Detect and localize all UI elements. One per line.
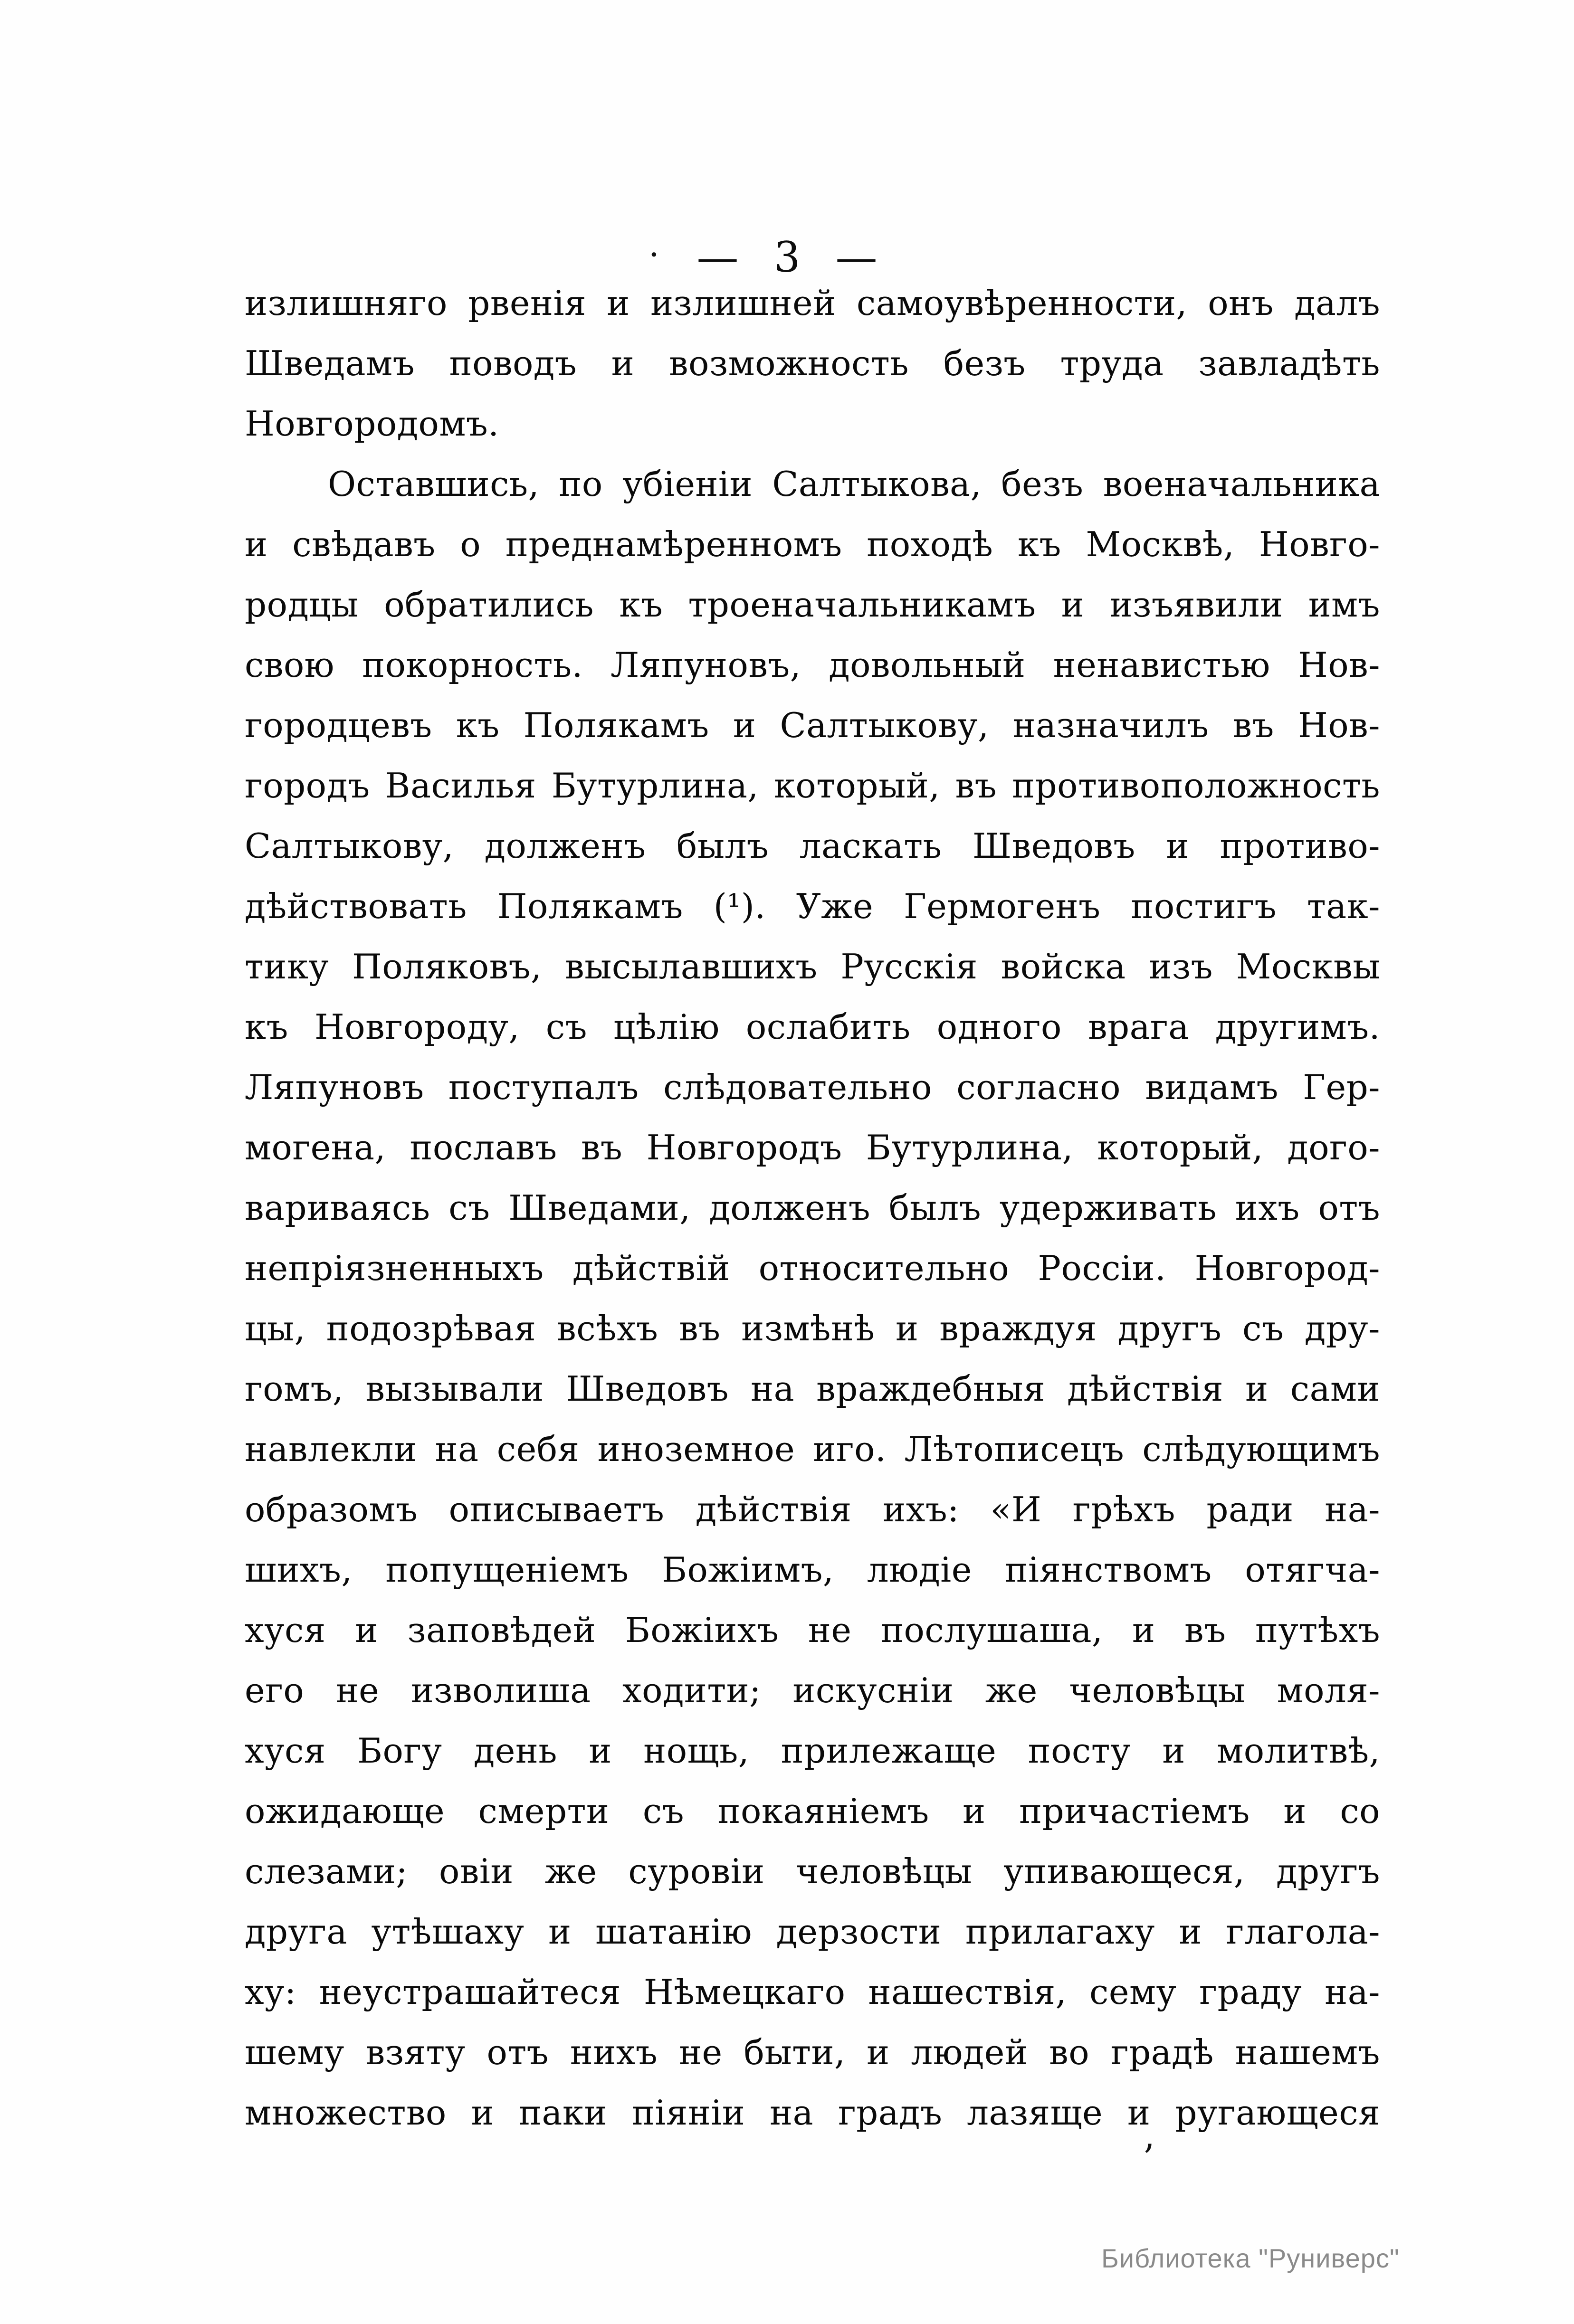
scan-artifact-dot: · <box>649 235 659 275</box>
text-line: цы, подозрѣвая всѣхъ въ измѣнѣ и враждуя другъ съ дру- <box>245 1309 1380 1348</box>
text-line: тику Поляковъ, высылавшихъ Русскія войска изъ Москвы <box>245 947 1380 987</box>
text-line: навлекли на себя иноземное иго. Лѣтописецъ слѣдующимъ <box>245 1429 1380 1469</box>
text-line: Ляпуновъ поступалъ слѣдовательно согласно видамъ Гер- <box>245 1067 1380 1107</box>
text-line: городъ Василья Бутурлина, который, въ противоположность <box>245 766 1380 806</box>
text-line: его не изволиша ходити; искусніи же человѣцы моля- <box>245 1670 1380 1710</box>
text-line: образомъ описываетъ дѣйствія ихъ: «И грѣхъ ради на- <box>245 1489 1380 1529</box>
text-line: множество и паки піяніи на градъ лазяще и ругающеся <box>245 2093 1380 2133</box>
text-line: къ Новгороду, съ цѣлію ослабить одного врага другимъ. <box>245 1007 1380 1047</box>
text-line: гомъ, вызывали Шведовъ на враждебныя дѣйствія и сами <box>245 1369 1380 1409</box>
text-line: непріязненныхъ дѣйствій относительно Россіи. Новгород- <box>245 1248 1380 1288</box>
library-watermark: Библиотека "Руниверс" <box>1101 2243 1400 2273</box>
text-line: слезами; овіи же суровіи человѣцы упивающеся, другъ <box>245 1851 1380 1891</box>
text-line: Шведамъ поводъ и возможность безъ труда завладѣть <box>245 343 1380 383</box>
body-text <box>245 273 1380 2143</box>
text-line: ху: неустрашайтеся Нѣмецкаго нашествія, сему граду на- <box>245 1972 1380 2012</box>
text-line: друга утѣшаху и шатанію дерзости прилагаху и глагола- <box>245 1912 1380 1952</box>
page-number: — 3 — <box>696 233 878 282</box>
text-line: городцевъ къ Полякамъ и Салтыкову, назначилъ въ Нов- <box>245 705 1380 745</box>
text-line: шихъ, попущеніемъ Божіимъ, людіе піянствомъ отягча- <box>245 1550 1380 1590</box>
text-line: могена, пославъ въ Новгородъ Бутурлина, который, дого- <box>245 1128 1380 1167</box>
text-line: излишняго рвенія и излишней самоувѣренности, онъ далъ <box>245 283 1380 323</box>
text-line: Оставшись, по убіеніи Салтыкова, безъ военачальника <box>328 464 1380 504</box>
text-line: дѣйствовать Полякамъ (¹). Уже Гермогенъ постигъ так- <box>245 886 1380 926</box>
text-line: шему взяту отъ нихъ не быти, и людей во градѣ нашемъ <box>245 2032 1380 2072</box>
text-line: родцы обратились къ троеначальникамъ и изъявили имъ <box>245 585 1380 625</box>
text-line: вариваясь съ Шведами, долженъ былъ удерживать ихъ отъ <box>245 1188 1380 1228</box>
text-line: и свѣдавъ о преднамѣренномъ походѣ къ Москвѣ, Новго- <box>245 524 1380 564</box>
text-line: хуся Богу день и нощь, прилежаще посту и молитвѣ, <box>245 1731 1380 1771</box>
text-line: Салтыкову, долженъ былъ ласкать Шведовъ и противо- <box>245 826 1380 866</box>
text-line: Новгородомъ. <box>245 404 499 444</box>
text-line: хуся и заповѣдей Божіихъ не послушаша, и въ путѣхъ <box>245 1610 1380 1650</box>
text-line: ожидающе смерти съ покаяніемъ и причастіемъ и со <box>245 1791 1380 1831</box>
scan-artifact-tick: ’ <box>1143 2137 1154 2180</box>
text-line: свою покорность. Ляпуновъ, довольный ненавистью Нов- <box>245 645 1380 685</box>
